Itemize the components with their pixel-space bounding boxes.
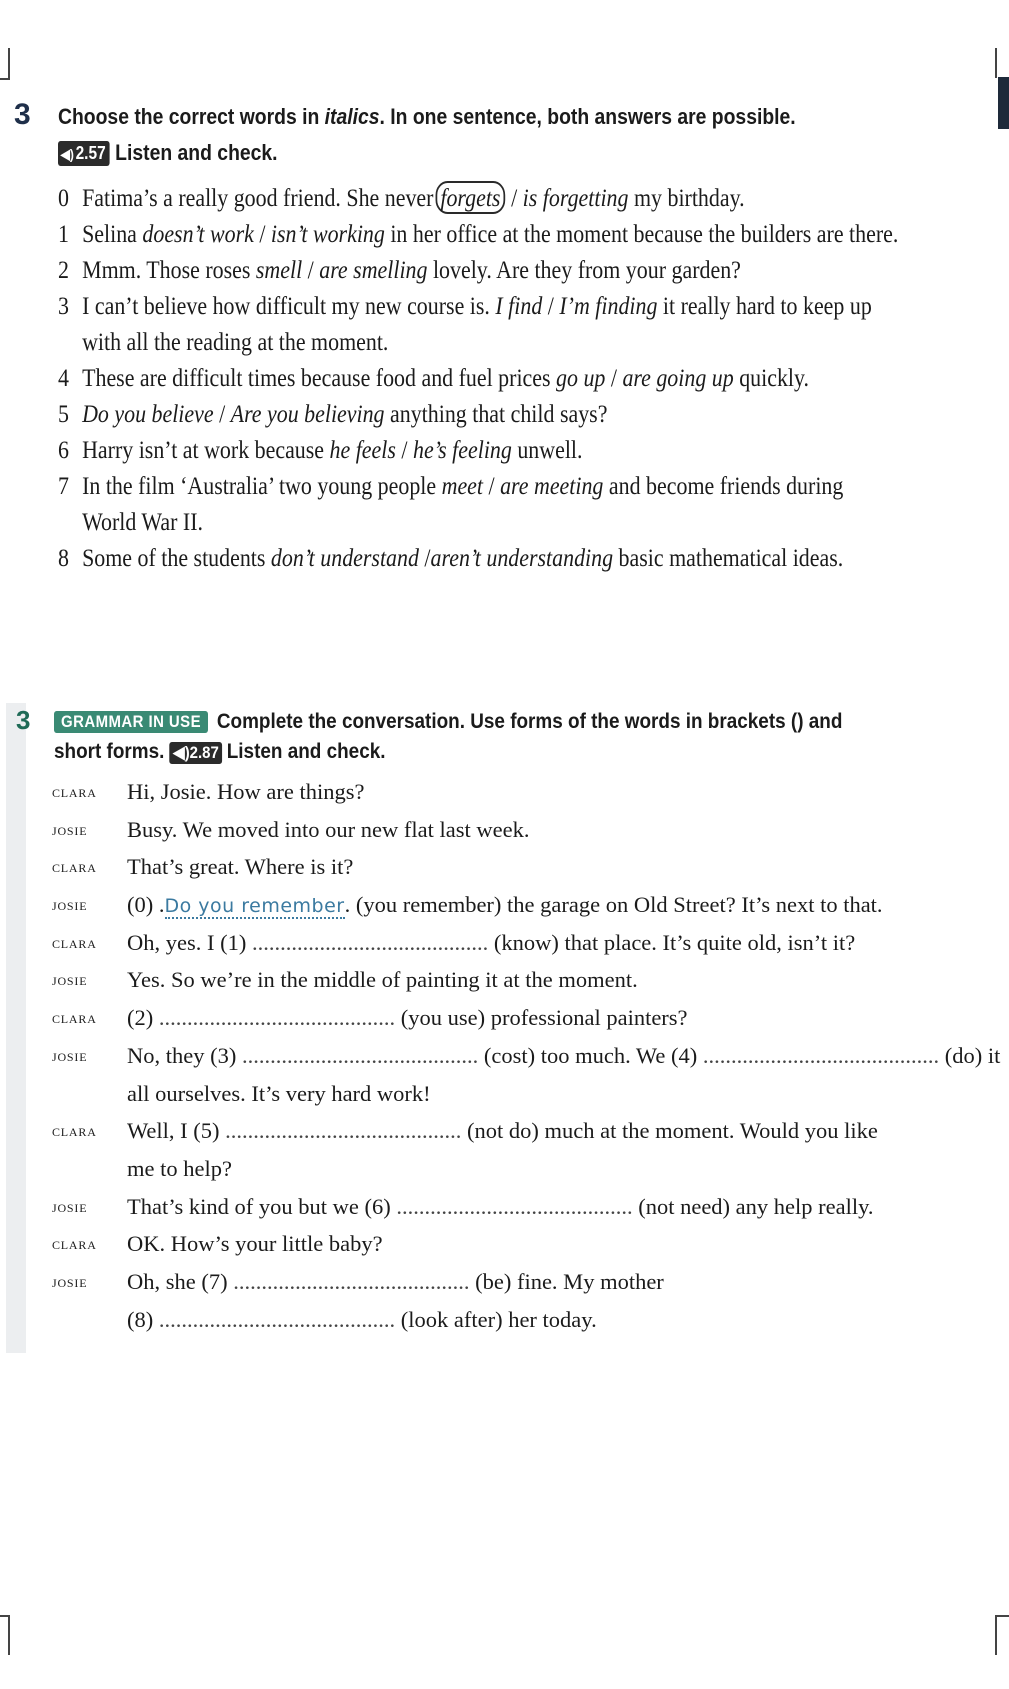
list-item (58, 396, 1009, 432)
crop-mark-top-left (0, 48, 10, 80)
line-text: That’s great. Where is it? (127, 854, 354, 880)
option-one[interactable]: forgets (435, 181, 505, 214)
line-text: Oh, she (7) (127, 1268, 234, 1294)
exercise-instruction: GRAMMAR IN USE Complete the conversation. Use forms of the words in brackets () and (54, 709, 842, 734)
option-separator: / (213, 399, 231, 428)
line-text: Hi, Josie. How are things? (127, 779, 365, 804)
item-sentence (82, 399, 607, 428)
answer-blank[interactable]: .......................................... (233, 1268, 470, 1294)
sentence-text: and become friends during (603, 471, 844, 500)
audio-instruction: short forms. ◀)2.87 Listen and check. (54, 739, 386, 763)
option-separator: / (542, 291, 560, 320)
exercise-instruction: Choose the correct words in italics. In one sentence, both answers are possible. (58, 104, 796, 129)
item-sentence (82, 291, 872, 320)
exercise-items (58, 180, 1009, 576)
list-item (58, 468, 1009, 504)
list-item (58, 540, 1009, 576)
speaker-name: clara (52, 1121, 97, 1141)
audio-track-badge[interactable]: ◀)2.57 (58, 141, 110, 166)
item-number: 6 (58, 435, 69, 464)
line-text: (2) (127, 1005, 159, 1031)
item-number: 0 (58, 183, 69, 212)
dialog-line (52, 961, 1002, 999)
item-number: 5 (58, 399, 69, 428)
option-two[interactable]: isn’t working (270, 219, 385, 248)
sentence-text: I can’t believe how difficult my new course is. (82, 291, 496, 320)
speech-text (127, 1150, 232, 1188)
dialog-line (52, 1037, 1002, 1075)
sentence-text: Harry isn’t at work because (82, 435, 330, 464)
option-two[interactable]: I’m finding (559, 291, 658, 320)
list-item-continuation (58, 324, 1009, 360)
line-text: Busy. We moved into our new flat last week. (127, 816, 530, 842)
exercise-grammar-in-use (0, 703, 1009, 1353)
item-sentence (82, 219, 898, 248)
item-number: 8 (58, 543, 69, 572)
audio-instruction: ◀)2.57 Listen and check. (58, 140, 278, 166)
option-one[interactable]: he feels (329, 435, 396, 464)
speaker-name: clara (52, 1008, 97, 1028)
speaker-name: josie (52, 819, 88, 839)
sentence-text: Fatima’s a really good friend. She never (82, 183, 434, 212)
option-separator: / (418, 543, 431, 572)
option-separator: / (605, 363, 623, 392)
speech-text (127, 773, 364, 811)
crop-mark-bottom-right (995, 1615, 1009, 1655)
speech-text (127, 1263, 664, 1301)
exercise-number: 3 (16, 705, 31, 735)
conversation (52, 773, 1002, 1338)
item-sentence (82, 363, 809, 392)
speaker-icon: ◀) (173, 743, 190, 762)
speaker-name: clara (52, 932, 97, 952)
crop-mark-bottom-left (0, 1615, 10, 1655)
answer-blank[interactable]: .......................................... (251, 929, 489, 955)
example-answer: Do you remember (164, 895, 345, 918)
line-text: Well, I (5) (127, 1118, 226, 1144)
sentence-text: Some of the students (82, 543, 271, 572)
answer-blank[interactable]: .......................................... (158, 1005, 396, 1031)
speech-text (127, 1037, 1000, 1075)
line-text: (0) . (127, 892, 165, 918)
speaker-name: josie (52, 895, 88, 915)
sentence-text: anything that child says? (384, 399, 608, 428)
sentence-text: my birthday. (628, 183, 745, 212)
speaker-name: clara (52, 782, 97, 801)
item-number: 2 (58, 255, 69, 284)
speech-text (127, 886, 883, 926)
dialog-line (52, 848, 1002, 886)
speaker-name: clara (52, 1234, 97, 1254)
option-one[interactable]: smell (255, 255, 303, 284)
item-sentence (82, 435, 582, 464)
sentence-text: it really hard to keep up (657, 291, 872, 320)
sentence-text: Mmm. Those roses (82, 255, 256, 284)
dialog-line (52, 1075, 1002, 1113)
side-shading (6, 703, 26, 1353)
speech-text (127, 961, 638, 999)
line-text: (be) fine. My mother (469, 1268, 664, 1294)
answer-blank[interactable]: .......................................... (702, 1042, 940, 1068)
sentence-text: lovely. Are they from your garden? (427, 255, 741, 284)
grammar-in-use-badge: GRAMMAR IN USE (54, 711, 208, 733)
sentence-text: These are difficult times because food and fuel prices (82, 363, 557, 392)
speaker-name: josie (52, 1045, 88, 1065)
item-number: 3 (58, 291, 69, 320)
line-text: (you use) professional painters? (395, 1005, 688, 1031)
option-one[interactable]: don’t understand (270, 543, 419, 572)
line-text: Yes. So we’re in the middle of painting it at the moment. (127, 967, 638, 993)
option-separator: / (395, 435, 413, 464)
line-text: me to help? (127, 1155, 232, 1181)
option-two[interactable]: he’s feeling (412, 435, 512, 464)
speaker-name: josie (52, 1271, 88, 1291)
dialog-line (52, 924, 1002, 962)
item-sentence (82, 255, 741, 284)
sentence-text: basic mathematical ideas. (613, 543, 844, 572)
speaker-icon: ◀) (60, 146, 74, 162)
option-two[interactable]: is forgetting (522, 183, 629, 212)
list-item (58, 252, 1009, 288)
line-text: That’s kind of you but we (6) (127, 1193, 397, 1219)
item-sentence (82, 543, 843, 572)
option-separator: / (483, 471, 501, 500)
sentence-text: in her office at the moment because the builders are there. (384, 219, 899, 248)
line-text: (know) that place. It’s quite old, isn’t it? (488, 929, 856, 955)
answer-blank[interactable]: .......................................... (241, 1042, 479, 1068)
speech-text (127, 1075, 431, 1113)
list-item (58, 432, 1009, 468)
list-item (58, 180, 1009, 216)
item-sentence (82, 471, 843, 500)
dialog-line (52, 1188, 1002, 1226)
option-two[interactable]: Are you believing (230, 399, 385, 428)
sentence-text: World War II. (82, 507, 203, 536)
sentence-text: In the film ‘Australia’ two young people (82, 471, 442, 500)
speaker-name: josie (52, 970, 88, 990)
option-separator: / (302, 255, 320, 284)
list-item (58, 288, 1009, 324)
option-two[interactable]: are smelling (319, 255, 428, 284)
answer-blank[interactable]: .......................................... (158, 1306, 396, 1332)
line-text: . (you remember) the garage on Old Street? It’s next to that. (344, 892, 883, 918)
list-item-continuation (58, 504, 1009, 540)
audio-track-badge[interactable]: ◀)2.87 (170, 742, 223, 764)
sentence-text: Selina (82, 219, 143, 248)
dialog-line (52, 1112, 1002, 1150)
sentence-text: with all the reading at the moment. (82, 327, 389, 356)
speech-text (127, 811, 529, 849)
speech-text (127, 1301, 597, 1339)
dialog-line (52, 999, 1002, 1037)
dialog-line (52, 773, 1002, 811)
option-two[interactable]: aren’t understanding (430, 543, 614, 572)
option-two[interactable]: are going up (622, 363, 734, 392)
speech-text (127, 1225, 383, 1263)
sentence-text: unwell. (511, 435, 583, 464)
answer-blank[interactable]: .......................................... (396, 1193, 633, 1219)
dialog-line (52, 811, 1002, 849)
line-text: (not need) any help really. (632, 1193, 874, 1219)
speech-text (127, 1188, 874, 1226)
dialog-line (52, 1150, 1002, 1188)
speech-text (127, 848, 353, 886)
line-text: (cost) too much. We (4) (478, 1042, 703, 1068)
list-item (58, 216, 1009, 252)
item-number: 4 (58, 363, 69, 392)
option-one[interactable]: Do you believe (82, 399, 214, 428)
item-sentence (82, 183, 745, 212)
speaker-name: clara (52, 857, 97, 877)
line-text: (do) it (939, 1042, 1001, 1068)
line-text: OK. How’s your little baby? (127, 1231, 383, 1257)
line-text: Oh, yes. I (1) (127, 929, 252, 955)
list-item (58, 360, 1009, 396)
dialog-line (52, 1225, 1002, 1263)
item-number: 7 (58, 471, 69, 500)
option-separator: / (505, 183, 523, 212)
speech-text (127, 999, 688, 1037)
line-text: (8) (127, 1306, 159, 1332)
option-two[interactable]: are meeting (500, 471, 604, 500)
exercise-number: 3 (14, 98, 31, 131)
page-edge-tab (998, 77, 1009, 129)
sentence-text: quickly. (733, 363, 810, 392)
option-one[interactable]: doesn’t work (142, 219, 254, 248)
line-text: (look after) her today. (395, 1306, 597, 1332)
speech-text (127, 1112, 878, 1150)
line-text: all ourselves. It’s very hard work! (127, 1080, 431, 1106)
line-text: (not do) much at the moment. Would you like (461, 1118, 878, 1144)
item-number: 1 (58, 219, 69, 248)
line-text: No, they (3) (127, 1042, 242, 1068)
crop-mark-top-right (995, 48, 1009, 78)
option-one[interactable]: I find (495, 291, 543, 320)
dialog-line (52, 1263, 1002, 1301)
dialog-line (52, 886, 1002, 924)
dialog-line (52, 1301, 1002, 1339)
answer-blank[interactable]: .......................................... (225, 1118, 462, 1144)
speaker-name: josie (52, 1196, 88, 1216)
speech-text (127, 924, 855, 962)
option-one[interactable]: go up (556, 363, 606, 392)
option-separator: / (253, 219, 271, 248)
option-one[interactable]: meet (441, 471, 484, 500)
